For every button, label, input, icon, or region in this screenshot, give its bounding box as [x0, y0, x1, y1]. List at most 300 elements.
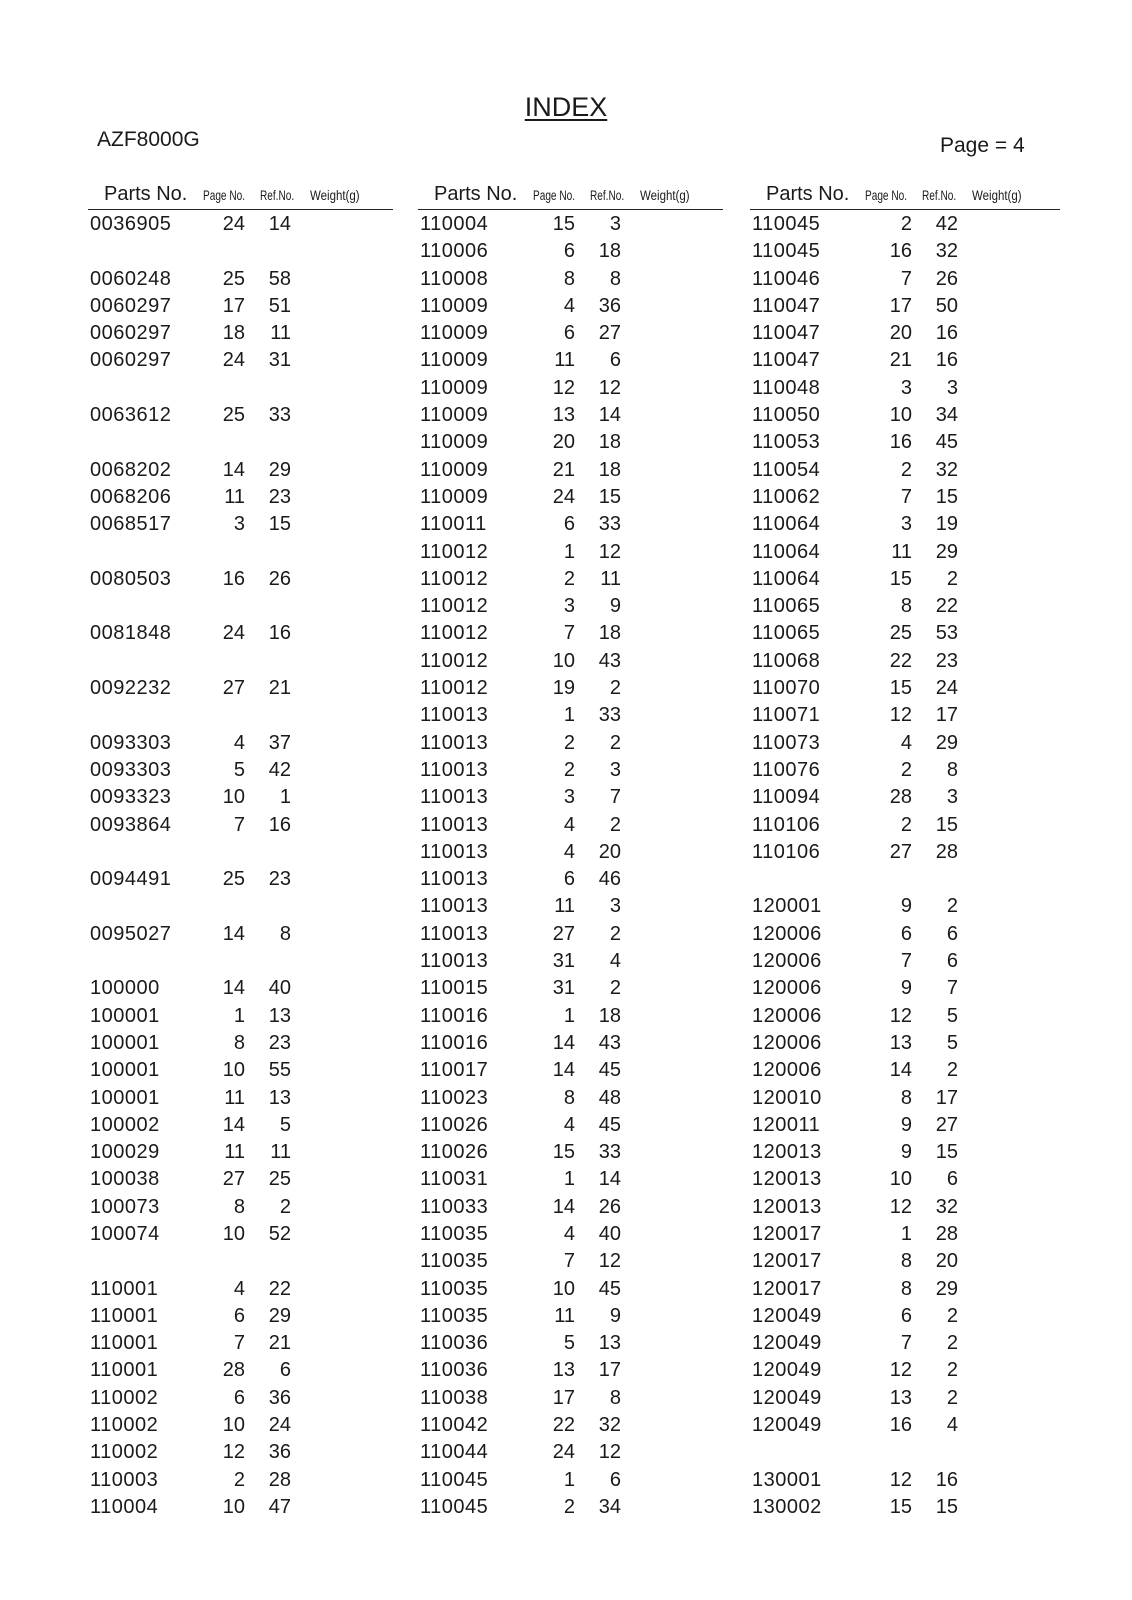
ref-number: 27	[935, 1113, 958, 1136]
table-row	[418, 1303, 723, 1330]
page-number-cell: 10	[889, 1168, 912, 1191]
part-number: 110045	[752, 213, 821, 235]
ref-number: 18	[598, 1004, 621, 1027]
page-number-cell: 22	[552, 1414, 575, 1437]
part-number: 110065	[752, 595, 821, 618]
page-number-cell: 2	[900, 813, 912, 836]
page-number-cell: 17	[222, 294, 245, 317]
ref-number: 13	[268, 1004, 291, 1027]
ref-number: 33	[598, 513, 621, 536]
ref-number: 15	[598, 485, 621, 508]
table-row	[750, 839, 1060, 866]
table-row	[88, 238, 393, 265]
ref-number: 46	[598, 868, 621, 891]
ref-number: 12	[598, 1441, 621, 1464]
ref-number: 8	[279, 922, 291, 945]
ref-number: 2	[609, 922, 621, 945]
table-row	[418, 1030, 723, 1057]
table-row	[88, 1412, 393, 1439]
page-number-cell: 11	[224, 1086, 245, 1109]
ref-number: 29	[268, 458, 291, 481]
table-row	[88, 402, 393, 429]
ref-number: 6	[946, 922, 958, 945]
part-number: 110026	[420, 1141, 489, 1164]
page-number-cell: 15	[889, 1495, 912, 1518]
page-number-cell: 6	[563, 868, 575, 891]
ref-number: 45	[598, 1277, 621, 1300]
page-number-cell: 4	[563, 813, 575, 836]
part-number: 110070	[752, 677, 821, 700]
part-number: 110013	[420, 950, 489, 973]
page-number-cell: 5	[563, 1332, 575, 1355]
part-number: 110012	[420, 677, 489, 700]
table-row	[418, 1330, 723, 1357]
page-number-cell: 12	[889, 1359, 912, 1382]
ref-number: 52	[268, 1222, 291, 1245]
page-number-cell: 11	[554, 895, 575, 918]
table-row	[88, 702, 393, 729]
page-number-cell: 7	[563, 1250, 575, 1273]
table-row	[88, 484, 393, 511]
table-row	[88, 1494, 393, 1521]
ref-number: 22	[935, 595, 958, 618]
ref-number: 29	[935, 731, 958, 754]
table-row	[88, 429, 393, 456]
ref-number: 53	[935, 622, 958, 645]
page-number-cell: 6	[563, 240, 575, 263]
page-number-cell: 14	[222, 458, 245, 481]
part-number: 110035	[420, 1304, 489, 1327]
part-number: 120006	[752, 922, 822, 945]
table-row	[750, 402, 1060, 429]
table-row	[88, 457, 393, 484]
part-number: 120006	[752, 1004, 822, 1027]
table-row	[750, 347, 1060, 374]
table-row	[750, 266, 1060, 293]
ref-number: 2	[279, 1195, 291, 1218]
page-number-cell: 1	[563, 1168, 575, 1191]
ref-number: 34	[598, 1495, 621, 1518]
table-row	[418, 893, 723, 920]
table-row	[88, 1194, 393, 1221]
part-number: 0068517	[90, 513, 172, 536]
page-number-cell: 13	[889, 1031, 912, 1054]
table-row	[88, 1085, 393, 1112]
page-number-cell: 8	[233, 1195, 245, 1218]
part-number: 110009	[420, 404, 489, 427]
ref-number: 1	[279, 786, 291, 809]
table-row	[418, 757, 723, 784]
page-number-cell: 16	[889, 431, 912, 454]
table-row	[418, 1139, 723, 1166]
ref-number: 4	[609, 950, 621, 973]
page-number-cell: 8	[563, 267, 575, 290]
page-number-cell: 27	[222, 677, 245, 700]
ref-number: 13	[598, 1332, 621, 1355]
ref-number: 16	[935, 349, 958, 372]
part-number: 0036905	[90, 213, 172, 235]
part-number: 110016	[420, 1004, 489, 1027]
page-number-cell: 1	[563, 1468, 575, 1491]
ref-number: 19	[935, 513, 958, 536]
table-row	[418, 238, 723, 265]
table-row	[750, 566, 1060, 593]
table-row	[88, 921, 393, 948]
ref-number: 9	[609, 1304, 621, 1327]
ref-number: 13	[268, 1086, 291, 1109]
ref-number: 2	[609, 977, 621, 1000]
part-number: 110013	[420, 922, 489, 945]
part-number: 110106	[752, 813, 821, 836]
ref-number: 47	[268, 1495, 291, 1518]
table-row	[750, 620, 1060, 647]
part-number: 0093303	[90, 731, 172, 754]
part-number: 110013	[420, 868, 489, 891]
part-number: 110045	[752, 240, 821, 263]
ref-number: 15	[935, 485, 958, 508]
page-number-cell: 12	[222, 1441, 245, 1464]
page-number-cell: 31	[552, 950, 575, 973]
page-number-cell: 7	[233, 1332, 245, 1355]
ref-number: 6	[279, 1359, 291, 1382]
table-row	[750, 511, 1060, 538]
ref-number: 29	[268, 1304, 291, 1327]
page-number-cell: 8	[233, 1031, 245, 1054]
ref-number: 18	[598, 240, 621, 263]
part-number: 120049	[752, 1304, 822, 1327]
ref-number: 37	[268, 731, 291, 754]
ref-number: 8	[609, 267, 621, 290]
page-number-cell: 9	[900, 977, 912, 1000]
page-number-cell: 6	[233, 1386, 245, 1409]
part-number: 110003	[90, 1468, 159, 1491]
table-row	[750, 211, 1060, 238]
table-row	[750, 975, 1060, 1002]
table-row	[88, 1439, 393, 1466]
table-row	[418, 1412, 723, 1439]
ref-number: 23	[268, 868, 291, 891]
part-number: 110006	[420, 240, 489, 263]
ref-number: 12	[598, 376, 621, 399]
table-row	[88, 893, 393, 920]
page-number-cell: 2	[233, 1468, 245, 1491]
part-number: 110047	[752, 349, 821, 372]
ref-number: 2	[609, 731, 621, 754]
ref-number: 24	[268, 1414, 291, 1437]
part-number: 120013	[752, 1195, 822, 1218]
header-page-no: Page No.	[865, 187, 908, 203]
ref-number: 3	[609, 895, 621, 918]
table-row	[88, 593, 393, 620]
part-number: 120001	[752, 895, 822, 918]
ref-number: 15	[935, 1141, 958, 1164]
ref-number: 45	[935, 431, 958, 454]
ref-number: 23	[268, 1031, 291, 1054]
table-row	[418, 1221, 723, 1248]
part-number: 110046	[752, 267, 821, 290]
table-row	[88, 975, 393, 1002]
page-number-cell: 18	[222, 322, 245, 345]
ref-number: 2	[946, 1359, 958, 1382]
table-row	[750, 1057, 1060, 1084]
part-number: 110050	[752, 404, 821, 427]
table-row	[750, 1330, 1060, 1357]
part-number: 120013	[752, 1141, 822, 1164]
part-number: 100029	[90, 1141, 160, 1164]
part-number: 110009	[420, 458, 489, 481]
table-row	[418, 839, 723, 866]
ref-number: 43	[598, 1031, 621, 1054]
part-number: 110004	[90, 1495, 159, 1518]
index-rows	[750, 210, 1060, 1521]
part-number: 120006	[752, 1031, 822, 1054]
index-rows	[88, 210, 393, 1521]
table-row	[88, 347, 393, 374]
ref-number: 42	[268, 758, 291, 781]
page-number-cell: 4	[563, 840, 575, 863]
ref-number: 3	[946, 786, 958, 809]
page-number-cell: 20	[552, 431, 575, 454]
page-number-cell: 10	[222, 1059, 245, 1082]
ref-number: 25	[268, 1168, 291, 1191]
part-number: 120006	[752, 950, 822, 973]
header-weight: Weight(g)	[640, 187, 690, 203]
ref-number: 33	[268, 404, 291, 427]
ref-number: 17	[935, 1086, 958, 1109]
ref-number: 42	[935, 213, 958, 235]
ref-number: 21	[268, 1332, 291, 1355]
part-number: 0093864	[90, 813, 172, 836]
ref-number: 3	[946, 376, 958, 399]
index-column-1	[88, 181, 393, 1521]
page-number-cell: 6	[233, 1304, 245, 1327]
table-row	[418, 784, 723, 811]
part-number: 110073	[752, 731, 821, 754]
ref-number: 36	[598, 294, 621, 317]
table-row	[750, 1385, 1060, 1412]
ref-number: 34	[935, 404, 958, 427]
page-number-cell: 9	[900, 1113, 912, 1136]
ref-number: 2	[946, 567, 958, 590]
table-row	[418, 1057, 723, 1084]
page-number-cell: 14	[552, 1195, 575, 1218]
table-row	[418, 566, 723, 593]
table-row	[88, 948, 393, 975]
table-row	[750, 1166, 1060, 1193]
table-row	[418, 211, 723, 238]
ref-number: 22	[268, 1277, 291, 1300]
table-row	[418, 648, 723, 675]
table-row	[418, 921, 723, 948]
part-number: 110064	[752, 567, 821, 590]
part-number: 0060297	[90, 349, 172, 372]
page-number-cell: 3	[563, 786, 575, 809]
table-row	[88, 1467, 393, 1494]
ref-number: 26	[935, 267, 958, 290]
part-number: 110094	[752, 786, 821, 809]
part-number: 110013	[420, 731, 489, 754]
part-number: 100001	[90, 1031, 160, 1054]
ref-number: 43	[598, 649, 621, 672]
part-number: 110012	[420, 595, 489, 618]
ref-number: 33	[598, 1141, 621, 1164]
table-row	[750, 1112, 1060, 1139]
table-row	[750, 784, 1060, 811]
part-number: 0094491	[90, 868, 172, 891]
table-row	[750, 1085, 1060, 1112]
ref-number: 15	[268, 513, 291, 536]
page-number-cell: 28	[889, 786, 912, 809]
page-number-cell: 21	[889, 349, 912, 372]
page-title: INDEX	[524, 92, 608, 122]
page-number-cell: 15	[552, 1141, 575, 1164]
part-number: 110054	[752, 458, 821, 481]
page-number-cell: 8	[900, 1250, 912, 1273]
part-number: 110045	[420, 1468, 489, 1491]
ref-number: 5	[946, 1004, 958, 1027]
part-number: 110044	[420, 1441, 489, 1464]
ref-number: 21	[268, 677, 291, 700]
header-ref-no: Ref.No.	[922, 187, 957, 203]
table-row	[88, 675, 393, 702]
table-row	[88, 812, 393, 839]
page-number-cell: 14	[889, 1059, 912, 1082]
table-row	[418, 702, 723, 729]
table-row	[750, 702, 1060, 729]
part-number: 110012	[420, 567, 489, 590]
ref-number: 3	[609, 758, 621, 781]
part-number: 110001	[90, 1304, 159, 1327]
ref-number: 11	[600, 567, 621, 590]
page-number-cell: 15	[889, 567, 912, 590]
table-row	[418, 266, 723, 293]
page-number-cell: 10	[552, 649, 575, 672]
ref-number: 24	[935, 677, 958, 700]
ref-number: 36	[268, 1441, 291, 1464]
table-row	[418, 1357, 723, 1384]
page-number-cell: 28	[222, 1359, 245, 1382]
table-row	[418, 948, 723, 975]
page-number-cell: 4	[233, 731, 245, 754]
part-number: 110015	[420, 977, 489, 1000]
ref-number: 12	[598, 540, 621, 563]
part-number: 110012	[420, 540, 489, 563]
table-row	[88, 539, 393, 566]
part-number: 120049	[752, 1414, 822, 1437]
table-row	[418, 539, 723, 566]
table-row	[750, 675, 1060, 702]
ref-number: 17	[598, 1359, 621, 1382]
table-row	[88, 1166, 393, 1193]
part-number: 120013	[752, 1168, 822, 1191]
page-number-cell: 7	[900, 267, 912, 290]
ref-number: 2	[946, 1059, 958, 1082]
table-row	[88, 648, 393, 675]
part-number: 110047	[752, 294, 821, 317]
table-row	[88, 784, 393, 811]
page-number-cell: 20	[889, 322, 912, 345]
page-number-cell: 11	[554, 1304, 575, 1327]
table-row	[418, 1248, 723, 1275]
part-number: 110008	[420, 267, 489, 290]
page-number-cell: 25	[222, 404, 245, 427]
part-number: 120017	[752, 1250, 822, 1273]
ref-number: 45	[598, 1113, 621, 1136]
page-number-cell: 2	[563, 567, 575, 590]
ref-number: 2	[609, 677, 621, 700]
ref-number: 8	[609, 1386, 621, 1409]
part-number: 110001	[90, 1359, 159, 1382]
page-number-cell: 3	[900, 513, 912, 536]
ref-number: 16	[935, 1468, 958, 1491]
part-number: 110009	[420, 431, 489, 454]
table-row	[418, 1085, 723, 1112]
table-row	[750, 893, 1060, 920]
part-number: 100073	[90, 1195, 160, 1218]
ref-number: 2	[946, 1386, 958, 1409]
ref-number: 7	[609, 786, 621, 809]
page-number-cell: 12	[889, 1004, 912, 1027]
ref-number: 50	[935, 294, 958, 317]
part-number: 0092232	[90, 677, 172, 700]
page-number-cell: 6	[900, 922, 912, 945]
table-row	[750, 866, 1060, 893]
part-number: 110017	[420, 1059, 489, 1082]
page-number-cell: 10	[222, 1222, 245, 1245]
table-row	[750, 1303, 1060, 1330]
part-number: 110013	[420, 786, 489, 809]
ref-number: 15	[935, 1495, 958, 1518]
page-number-cell: 13	[552, 404, 575, 427]
ref-number: 45	[598, 1059, 621, 1082]
ref-number: 3	[609, 213, 621, 235]
header-weight: Weight(g)	[310, 187, 360, 203]
page-number-cell: 3	[563, 595, 575, 618]
page-number-cell: 13	[889, 1386, 912, 1409]
part-number: 110026	[420, 1113, 489, 1136]
table-row	[418, 457, 723, 484]
page-number-cell: 16	[222, 567, 245, 590]
part-number: 0060248	[90, 267, 172, 290]
part-number: 110076	[752, 758, 821, 781]
part-number: 120049	[752, 1359, 822, 1382]
table-row	[88, 620, 393, 647]
page-number-cell: 8	[563, 1086, 575, 1109]
page-number-cell: 4	[563, 1222, 575, 1245]
table-row	[750, 1003, 1060, 1030]
table-row	[88, 566, 393, 593]
ref-number: 2	[609, 813, 621, 836]
table-row	[418, 347, 723, 374]
part-number: 130002	[752, 1495, 822, 1518]
page-number-cell: 25	[222, 267, 245, 290]
part-number: 0093323	[90, 786, 172, 809]
page-number-cell: 24	[222, 622, 245, 645]
ref-number: 5	[946, 1031, 958, 1054]
table-row	[88, 757, 393, 784]
table-row	[418, 866, 723, 893]
part-number: 0095027	[90, 922, 172, 945]
part-number: 110042	[420, 1414, 489, 1437]
part-number: 120010	[752, 1086, 822, 1109]
part-number: 110012	[420, 649, 489, 672]
part-number: 110009	[420, 294, 489, 317]
table-row	[418, 293, 723, 320]
table-row	[418, 1494, 723, 1521]
part-number: 110065	[752, 622, 821, 645]
table-row	[418, 1385, 723, 1412]
ref-number: 20	[598, 840, 621, 863]
